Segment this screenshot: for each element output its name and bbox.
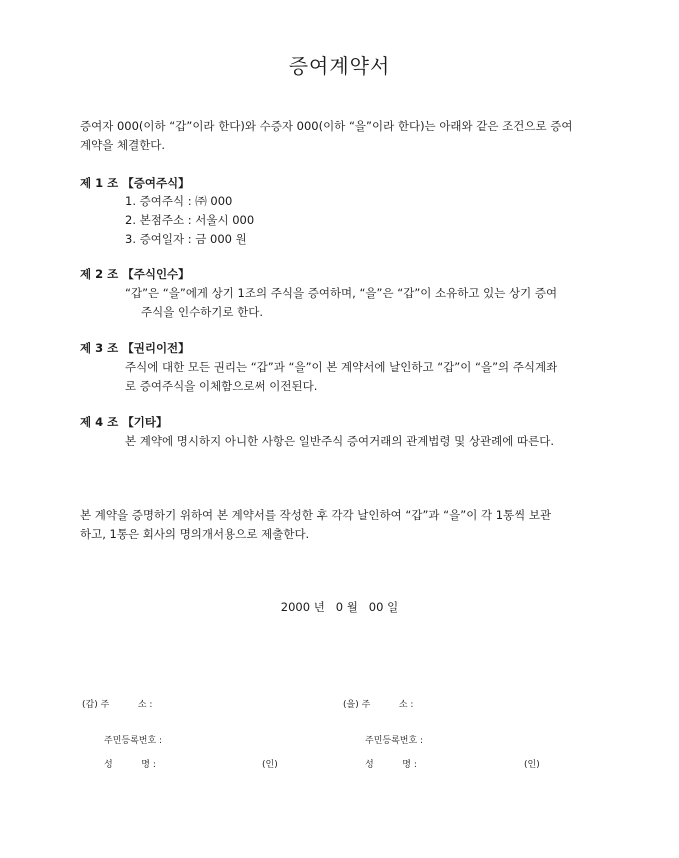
article-2-heading: 제 2 조 【주식인수】 [80,267,190,281]
article-1-heading: 제 1 조 【증여주식】 [80,176,190,190]
article-3-line-1: 주식에 대한 모든 권리는 “갑”과 “을”이 본 계약서에 날인하고 “갑”이 “을”의 주식계좌 [125,360,558,374]
party-a-address-label: (갑) 주 소 : [82,700,153,710]
document-title: 증여계약서 [288,54,391,78]
party-a-name-label: 성 명 : [104,760,156,770]
closing-line-1: 본 계약을 증명하기 위하여 본 계약서를 작성한 후 각각 날인하여 “갑”과 “을”이 각 1통씩 보관 [80,508,552,522]
intro-line-2: 계약을 체결한다. [80,138,166,152]
article-4-line-1: 본 계약에 명시하지 아니한 사항은 일반주식 증여거래의 관계법령 및 상관례에 따른다. [125,434,555,448]
party-a-id-label: 주민등록번호 : [104,736,163,746]
party-b-name-label: 성 명 : [365,760,417,770]
party-b-id-label: 주민등록번호 : [365,736,424,746]
article-3-line-2: 로 증여주식을 이체함으로써 이전된다. [125,379,318,393]
article-2-line-1: “갑”은 “을”에게 상기 1조의 주식을 증여하며, “을”은 “갑”이 소유하고 있는 상기 증여 [125,286,558,300]
party-a-seal: (인) [262,760,278,770]
party-b-seal: (인) [524,760,540,770]
article-1-line-3: 3. 증여일자 : 금 000 원 [125,232,247,246]
article-2-line-2: 주식을 인수하기로 한다. [141,305,264,319]
party-b-address-label: (을) 주 소 : [343,700,414,710]
article-1-line-2: 2. 본점주소 : 서울시 000 [125,213,255,227]
article-4-heading: 제 4 조 【기타】 [80,415,168,429]
contract-date: 2000 년 0 월 00 일 [280,600,399,614]
article-3-heading: 제 3 조 【권리이전】 [80,341,190,355]
article-1-line-1: 1. 증여주식 : ㈜ 000 [125,194,233,208]
intro-line-1: 증여자 000(이하 “갑”이라 한다)와 수증자 000(이하 “을”이라 한다)는 아래와 같은 조건으로 증여 [80,119,573,133]
closing-line-2: 하고, 1통은 회사의 명의개서용으로 제출한다. [80,527,310,541]
